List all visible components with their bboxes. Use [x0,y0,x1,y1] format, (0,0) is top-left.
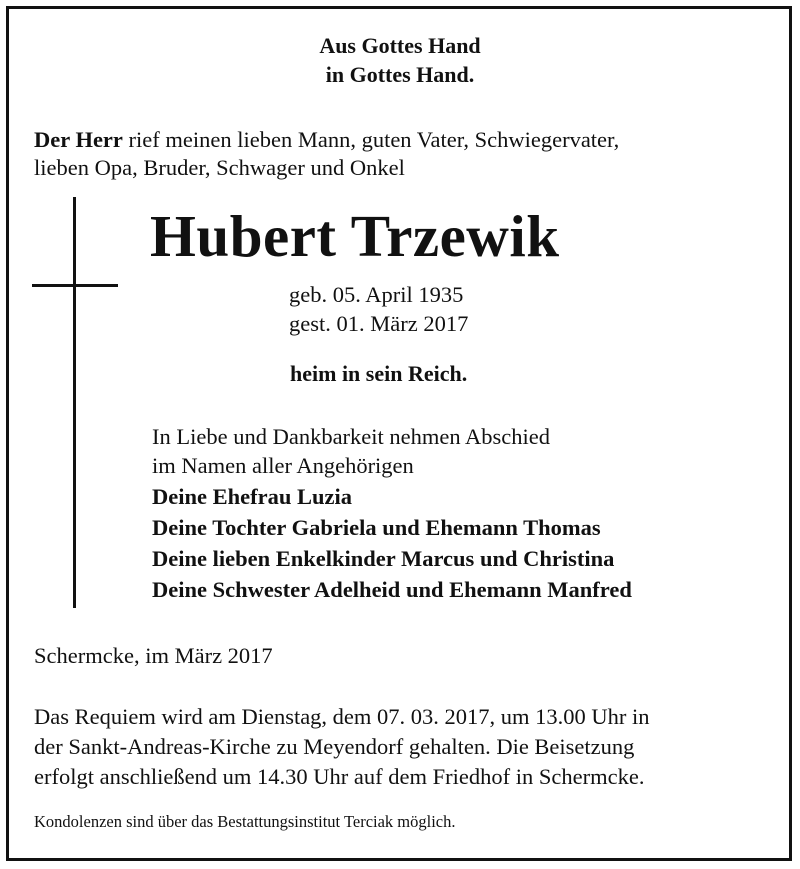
motto-line-2: in Gottes Hand. [325,62,475,87]
mourner-name: Deine lieben Enkelkinder Marcus und Christina [152,546,615,571]
service-line-3: erfolgt anschließend um 14.30 Uhr auf dem Friedhof in Schermcke. [34,764,645,789]
cross-icon-horizontal [32,284,118,287]
mourners-intro-2: im Namen aller Angehörigen [152,453,414,478]
death-date: gest. 01. März 2017 [289,311,469,336]
intro-line-1-rest: rief meinen lieben Mann, guten Vater, Schwiegervater, [122,127,620,152]
mourner-name: Deine Tochter Gabriela und Ehemann Thomas [152,515,601,540]
deceased-name: Hubert Trzewik [150,203,560,269]
birth-date: geb. 05. April 1935 [289,282,464,307]
service-line-1: Das Requiem wird am Dienstag, dem 07. 03. 2017, um 13.00 Uhr in [34,704,650,729]
condolences-note: Kondolenzen sind über das Bestattungsinstitut Terciak möglich. [34,812,456,831]
mourners-intro-1: In Liebe und Dankbarkeit nehmen Abschied [152,424,551,449]
closing-phrase: heim in sein Reich. [290,361,468,386]
place-date: Schermcke, im März 2017 [34,643,273,668]
intro-line-1 [34,127,619,153]
intro-lead: Der Herr [34,127,123,152]
intro-line-2: lieben Opa, Bruder, Schwager und Onkel [34,155,405,180]
mourner-name: Deine Schwester Adelheid und Ehemann Manfred [152,577,632,602]
service-line-2: der Sankt-Andreas-Kirche zu Meyendorf gehalten. Die Beisetzung [34,734,635,759]
mourner-name: Deine Ehefrau Luzia [152,484,352,509]
cross-icon-vertical [73,197,76,608]
motto-line-1: Aus Gottes Hand [319,33,481,58]
